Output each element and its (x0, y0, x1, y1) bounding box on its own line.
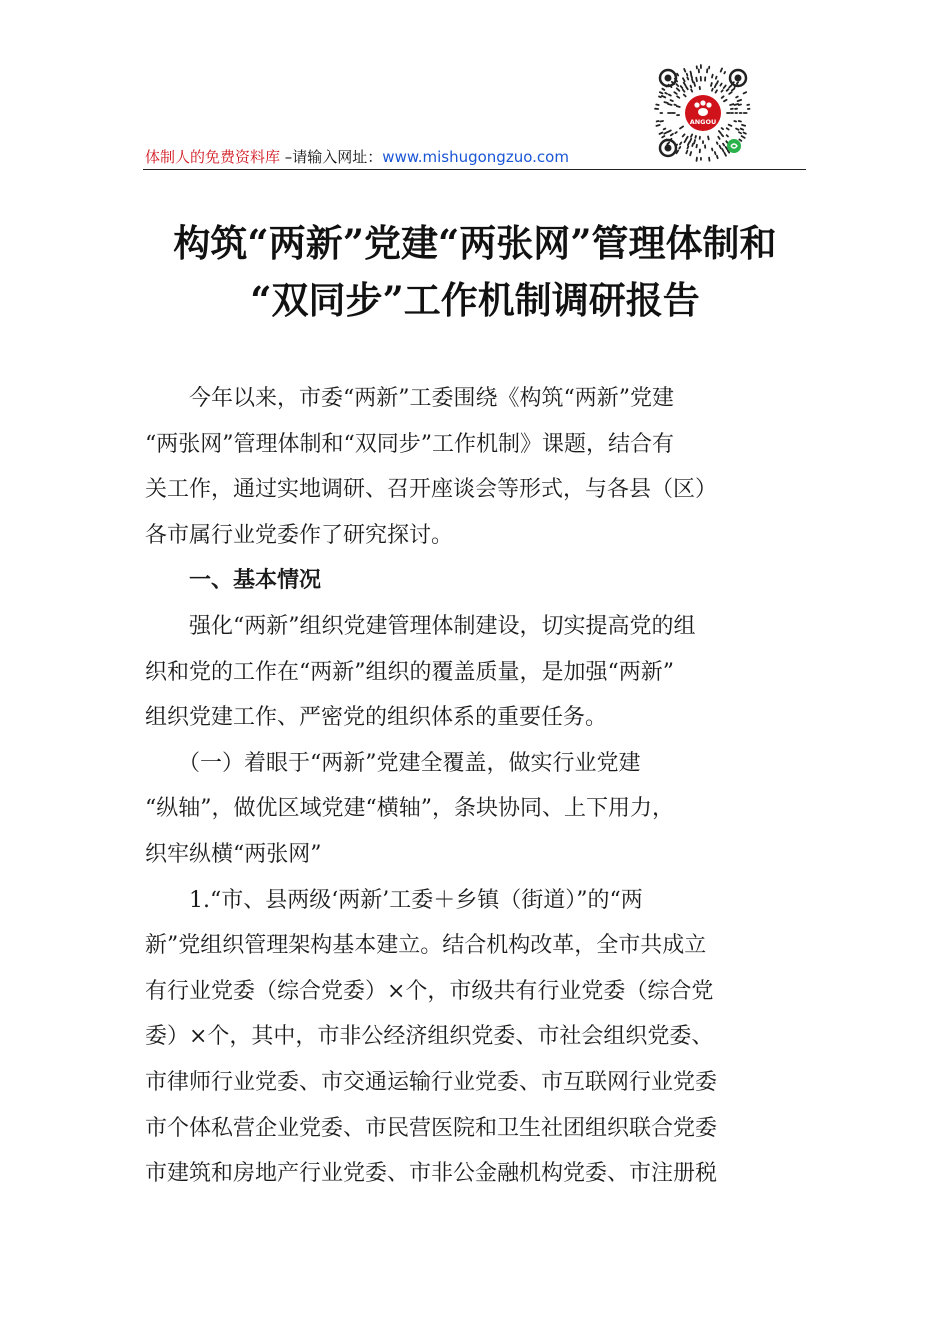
body-line: 织和党的工作在“两新”组织的覆盖质量，是加强“两新” (145, 659, 674, 685)
body-line: 关工作，通过实地调研、召开座谈会等形式，与各县（区） (145, 477, 718, 503)
body-line: 组织党建工作、严密党的组织体系的重要任务。 (145, 705, 608, 731)
body-line: 各市属行业党委作了研究探讨。 (145, 522, 454, 548)
title-line-2: “双同步”工作机制调研报告 (250, 278, 700, 322)
body-line: 强化“两新”组织党建管理体制建设，切实提高党的组 (145, 613, 696, 639)
body-line: 有行业党委（综合党委）×个，市级共有行业党委（综合党 (145, 978, 714, 1004)
body-line: 市个体私营企业党委、市民营医院和卫生社团组织联合党委 (145, 1115, 718, 1141)
mini-program-corner-icon (727, 139, 741, 153)
subsection-heading: 织牢纵横“两张网” (145, 841, 322, 867)
title-line-1: 构筑“两新”党建“两张网”管理体制和 (173, 221, 777, 265)
document-title (100, 215, 850, 329)
banner-url-link[interactable]: www.mishugongzuo.com (382, 148, 569, 166)
site-banner (145, 146, 569, 167)
qr-code-icon[interactable] (654, 64, 752, 162)
body-line: 委）×个，其中，市非公经济组织党委、市社会组织党委、 (145, 1024, 714, 1050)
body-line: 新”党组织管理架构基本建立。结合机构改革，全市共成立 (145, 933, 707, 959)
body-line: 市律师行业党委、市交通运输行业党委、市互联网行业党委 (145, 1069, 718, 1095)
banner-brand: 体制人的免费资料库 (145, 148, 281, 166)
banner-prompt: –请输入网址： (280, 148, 383, 166)
body-line: “两张网”管理体制和“双同步”工作机制》课题，结合有 (145, 431, 674, 457)
qr-logo-label: ANGOU (689, 118, 717, 126)
section-heading: 一、基本情况 (145, 567, 322, 594)
document-body (145, 376, 810, 1197)
subsection-heading: （一）着眼于“两新”党建全覆盖，做实行业党建 (145, 750, 641, 776)
subsection-heading: “纵轴”，做优区域党建“横轴”，条块协同、上下用力， (145, 796, 674, 822)
body-line: 今年以来，市委“两新”工委围绕《构筑“两新”党建 (145, 386, 674, 411)
body-line: 市建筑和房地产行业党委、市非公金融机构党委、市注册税 (145, 1161, 718, 1187)
header-divider (143, 169, 806, 170)
body-line: 1.“市、县两级‘两新’工委＋乡镇（街道）”的“两 (145, 887, 643, 913)
